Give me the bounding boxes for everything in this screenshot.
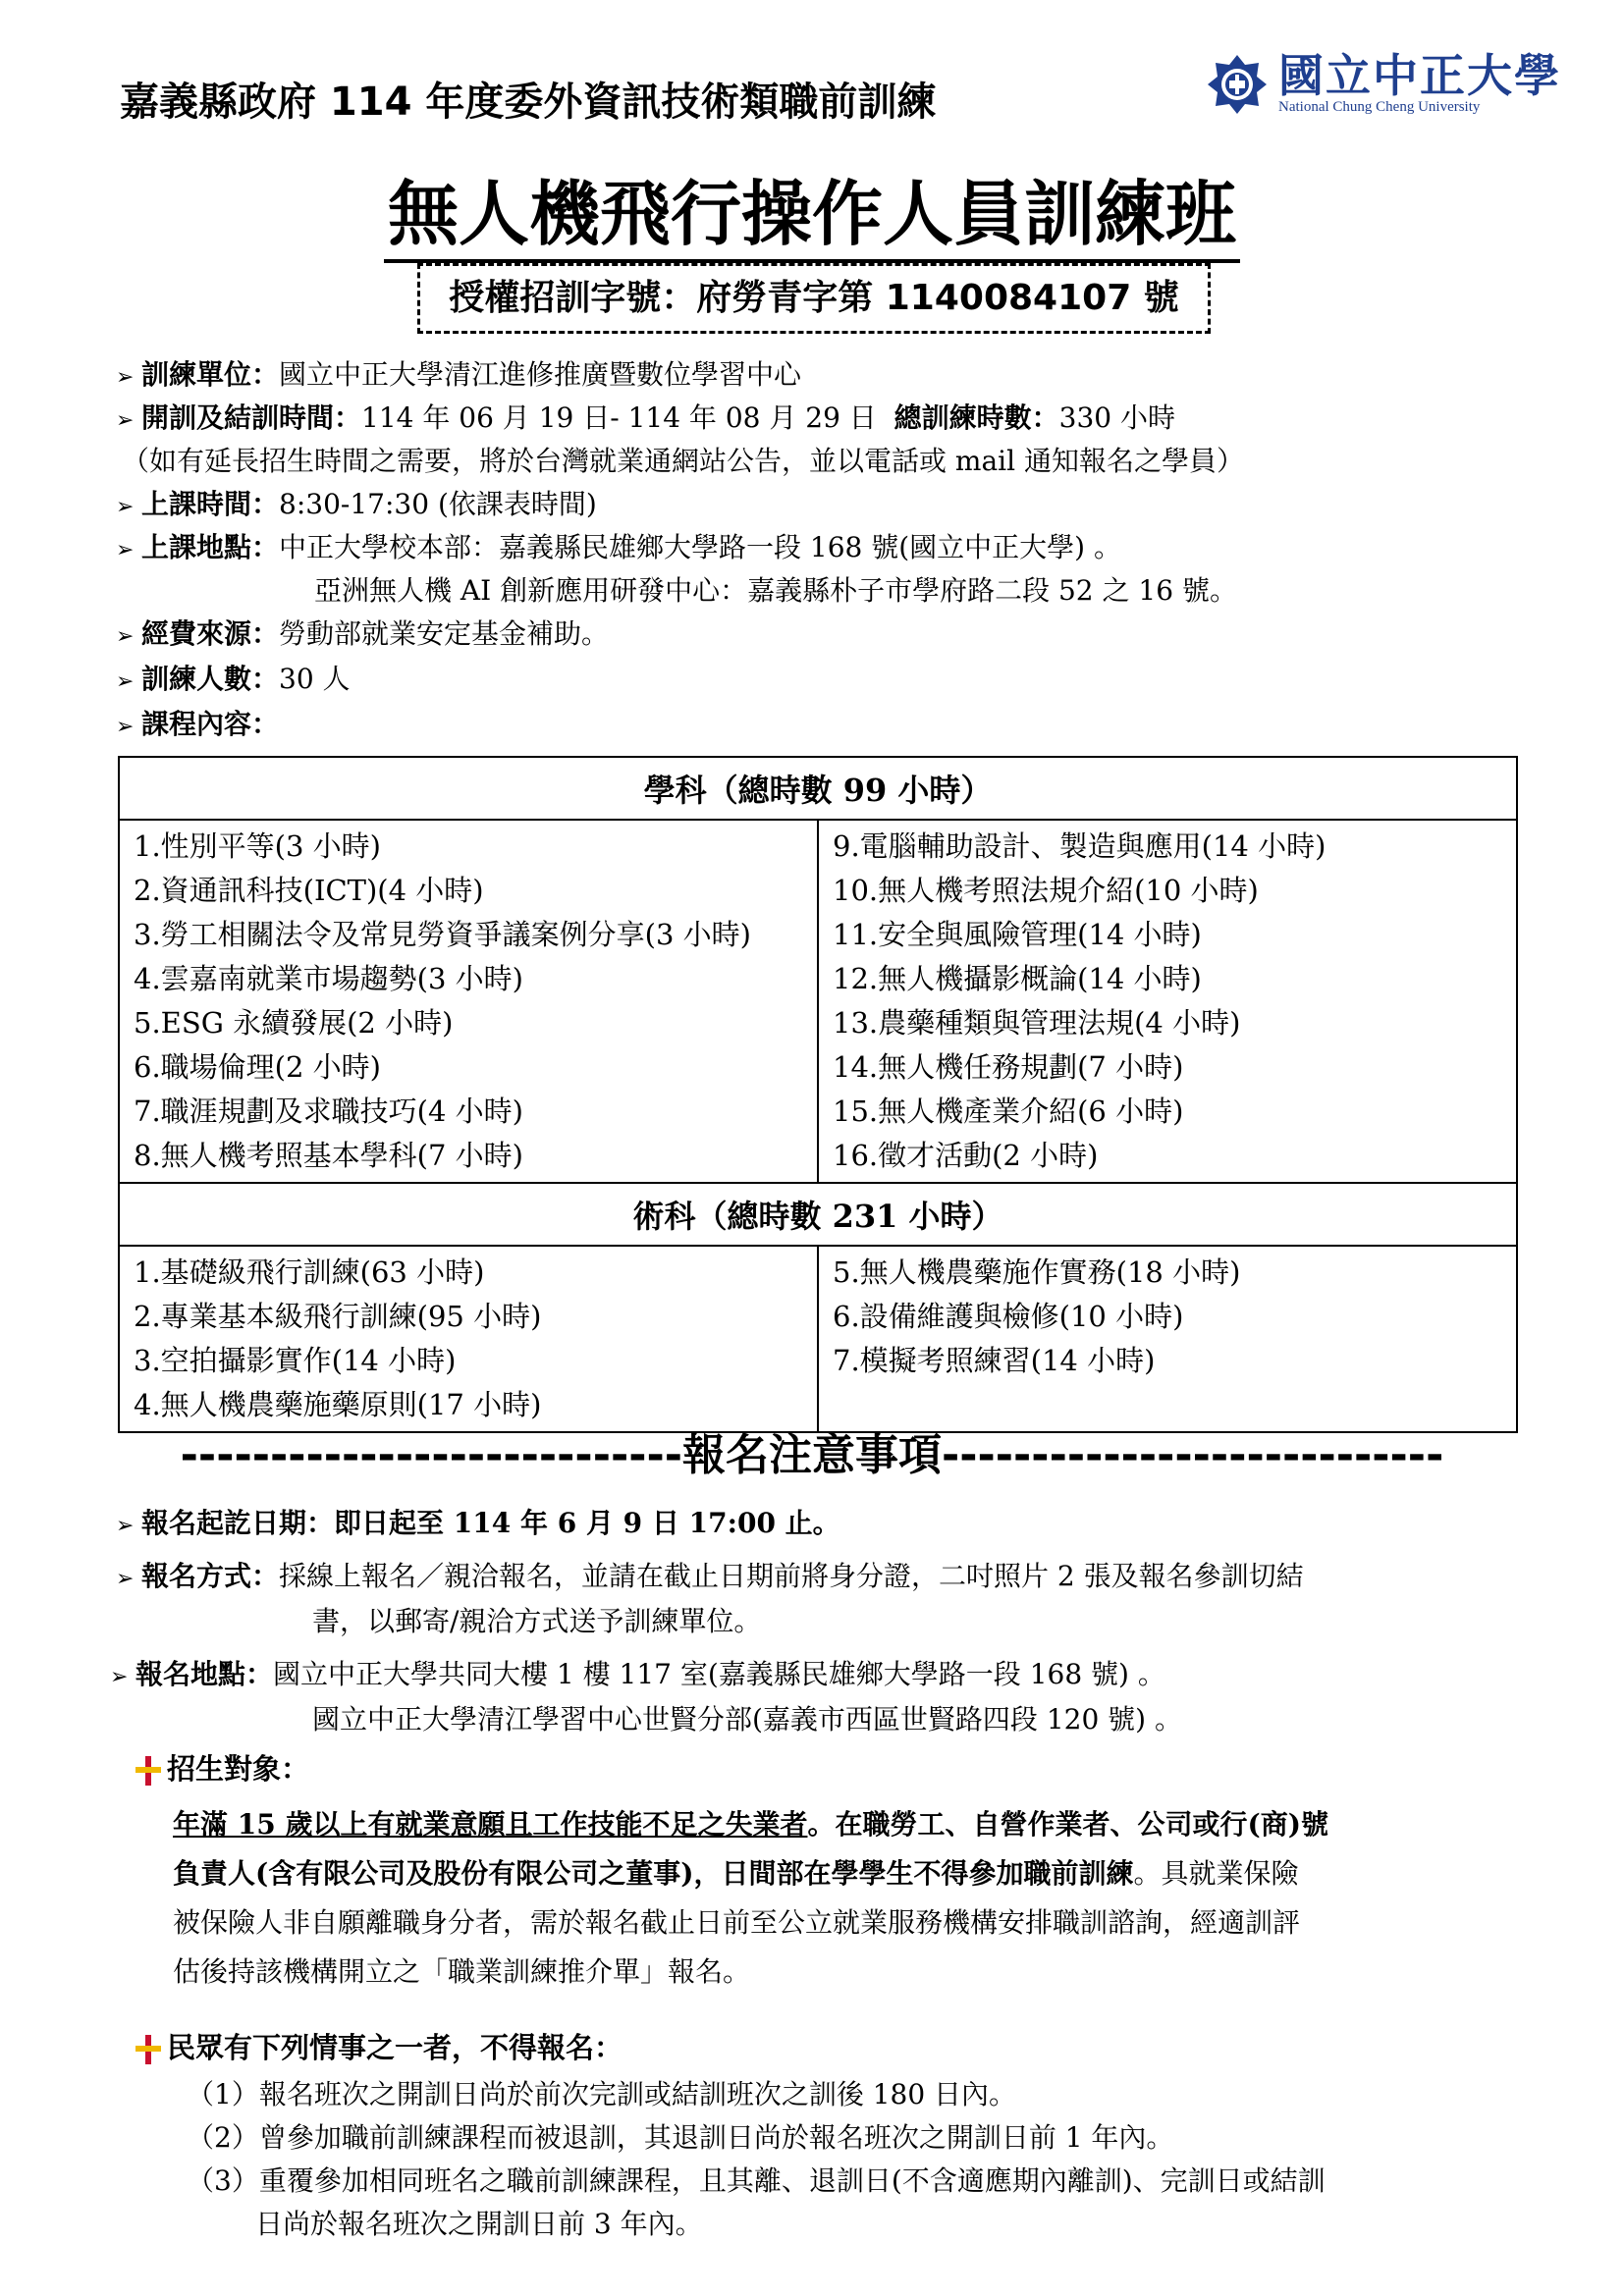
arrow-icon: ➢	[116, 408, 135, 433]
theory-right-cell	[818, 820, 1517, 1183]
arrow-icon: ➢	[116, 624, 135, 649]
eligibility-underlined: 年滿 15 歲以上有就業意願且工作技能不足之失業者	[173, 1808, 808, 1841]
course-item: 8.無人機考照基本學科(7 小時)	[134, 1139, 523, 1172]
course-item: 13.農藥種類與管理法規(4 小時)	[833, 1006, 1241, 1040]
authorization-number: 授權招訓字號：府勞青字第 1140084107 號	[417, 263, 1211, 334]
cross-bullet-icon	[135, 2035, 161, 2064]
arrow-icon: ➢	[116, 1514, 135, 1538]
location-label: 上課地點：	[141, 531, 280, 563]
course-item: 3.空拍攝影實作(14 小時)	[134, 1344, 457, 1377]
course-item: 5.無人機農藥施作實務(18 小時)	[833, 1255, 1241, 1289]
restriction-item: （1）報名班次之開訓日尚於前次完訓或結訓班次之訓後 180 日內。	[187, 2078, 1017, 2110]
info-extend-note: （如有延長招生時間之需要，將於台灣就業通網站公告，並以電話或 mail 通知報名之學員）	[122, 445, 1244, 477]
reg-period-label: 報名起訖日期：	[141, 1507, 335, 1539]
trainees-label: 訓練人數：	[141, 663, 280, 695]
eligibility-text	[173, 1800, 1518, 1997]
eligibility-bold-2: 負責人(含有限公司及股份有限公司之董事)，日間部在學學生不得參加職前訓練	[173, 1857, 1134, 1890]
registration-section-heading	[0, 1419, 1624, 1482]
theory-left-cell	[119, 820, 818, 1183]
arrow-icon: ➢	[110, 1665, 129, 1689]
info-trainees	[116, 658, 351, 704]
course-item: 6.職場倫理(2 小時)	[134, 1050, 381, 1084]
course-title: 無人機飛行操作人員訓練班	[384, 173, 1240, 263]
time-label: 上課時間：	[141, 488, 280, 520]
reg-method-value-1: 採線上報名／親洽報名，並請在截止日期前將身分證，二吋照片 2 張及報名參訓切結	[279, 1560, 1304, 1592]
period-value: 114 年 06 月 19 日- 114 年 08 月 29 日	[361, 401, 877, 434]
eligibility-label: 招生對象：	[167, 1752, 310, 1786]
info-time	[116, 483, 597, 529]
info-unit	[116, 353, 801, 400]
course-item: 11.安全與風險管理(14 小時)	[833, 918, 1202, 951]
reg-method-label: 報名方式：	[141, 1560, 280, 1592]
course-item: 4.無人機農藥施藥原則(17 小時)	[134, 1388, 542, 1421]
arrow-icon: ➢	[116, 495, 135, 519]
period-label: 開訓及結訓時間：	[141, 401, 362, 434]
trainees-value: 30 人	[279, 663, 351, 695]
funding-label: 經費來源：	[141, 617, 280, 650]
program-heading: 嘉義縣政府 114 年度委外資訊技術類職前訓練	[120, 80, 937, 125]
restriction-item: （3）重覆參加相同班名之職前訓練課程，且其離、退訓日(不含適應期內離訓)、完訓日或結訓	[187, 2164, 1326, 2197]
course-item: 1.基礎級飛行訓練(63 小時)	[134, 1255, 485, 1289]
course-item: 2.專業基本級飛行訓練(95 小時)	[134, 1300, 542, 1333]
reg-method-value-2: 書，以郵寄/親洽方式送予訓練單位。	[312, 1605, 762, 1637]
practice-right-cell	[818, 1246, 1517, 1432]
arrow-icon: ➢	[116, 365, 135, 390]
restriction-item: （2）曾參加職前訓練課程而被退訓，其退訓日尚於報名班次之開訓日前 1 年內。	[187, 2121, 1174, 2154]
reg-method	[116, 1555, 1304, 1601]
info-content	[116, 703, 279, 749]
content-label: 課程內容：	[141, 708, 280, 740]
university-emblem-icon	[1206, 53, 1269, 116]
practice-left-cell	[119, 1246, 818, 1432]
course-item: 7.模擬考照練習(14 小時)	[833, 1344, 1156, 1377]
funding-value: 勞動部就業安定基金補助。	[279, 617, 610, 650]
eligibility-heading	[135, 1747, 309, 1790]
university-logo	[1206, 49, 1561, 116]
course-item: 14.無人機任務規劃(7 小時)	[833, 1050, 1184, 1084]
info-period	[116, 397, 1175, 443]
reg-place	[110, 1653, 1165, 1699]
course-item: 9.電腦輔助設計、製造與應用(14 小時)	[833, 829, 1326, 863]
hours-label: 總訓練時數：	[893, 401, 1059, 434]
course-item: 1.性別平等(3 小時)	[134, 829, 381, 863]
eligibility-rest-1: 。具就業保險	[1133, 1857, 1299, 1890]
logo-english-name: National Chung Cheng University	[1278, 99, 1481, 115]
course-table	[118, 756, 1518, 1433]
restrictions-label: 民眾有下列情事之一者，不得報名：	[167, 2031, 623, 2064]
cross-bullet-icon	[135, 1756, 161, 1786]
info-location	[116, 526, 1121, 572]
restriction-item-continued: 日尚於報名班次之開訓日前 3 年內。	[255, 2208, 703, 2240]
reg-period-value: 即日起至 114 年 6 月 9 日 17:00 止。	[334, 1507, 840, 1539]
course-item: 6.設備維護與檢修(10 小時)	[833, 1300, 1184, 1333]
course-item: 4.雲嘉南就業市場趨勢(3 小時)	[134, 962, 523, 995]
course-item: 12.無人機攝影概論(14 小時)	[833, 962, 1202, 995]
course-item: 16.徵才活動(2 小時)	[833, 1139, 1099, 1172]
reg-place-value-2: 國立中正大學清江學習中心世賢分部(嘉義市西區世賢路四段 120 號) 。	[312, 1703, 1182, 1735]
course-item: 7.職涯規劃及求職技巧(4 小時)	[134, 1095, 523, 1128]
unit-label: 訓練單位：	[141, 358, 280, 391]
location-value-1: 中正大學校本部：嘉義縣民雄鄉大學路一段 168 號(國立中正大學) 。	[279, 531, 1122, 563]
location-value-2: 亞洲無人機 AI 創新應用研發中心：嘉義縣朴子市學府路二段 52 之 16 號。	[314, 574, 1237, 607]
time-value: 8:30-17:30 (依課表時間)	[279, 488, 597, 520]
eligibility-rest-3: 估後持該機構開立之「職業訓練推介單」報名。	[173, 1955, 751, 1988]
arrow-icon: ➢	[116, 669, 135, 694]
course-item: 5.ESG 永續發展(2 小時)	[134, 1006, 454, 1040]
theory-header: 學科（總時數 99 小時）	[119, 757, 1517, 820]
arrow-icon: ➢	[116, 715, 135, 739]
course-item: 2.資通訊科技(ICT)(4 小時)	[134, 874, 484, 907]
hours-value: 330 小時	[1058, 401, 1175, 434]
registration-title: 報名注意事項	[682, 1430, 942, 1480]
reg-place-label: 報名地點：	[135, 1658, 274, 1690]
eligibility-bold-1: 。在職勞工、自營作業者、公司或行(商)號	[807, 1808, 1328, 1841]
practice-header: 術科（總時數 231 小時）	[119, 1183, 1517, 1246]
unit-value: 國立中正大學清江進修推廣暨數位學習中心	[279, 358, 802, 391]
dash-line-left: ----------------------------	[180, 1430, 682, 1480]
course-title-wrap	[0, 157, 1624, 259]
dash-line-right: ----------------------------	[942, 1430, 1444, 1480]
reg-period	[116, 1502, 840, 1548]
restrictions-list	[187, 2073, 1326, 2246]
restrictions-heading	[135, 2026, 623, 2069]
logo-chinese-name: 國立中正大學	[1278, 49, 1561, 102]
course-item: 15.無人機產業介紹(6 小時)	[833, 1095, 1184, 1128]
arrow-icon: ➢	[116, 1567, 135, 1591]
info-funding	[116, 613, 609, 659]
course-item: 3.勞工相關法令及常見勞資爭議案例分享(3 小時)	[134, 918, 751, 951]
eligibility-rest-2: 被保險人非自願離職身分者，需於報名截止日前至公立就業服務機構安排職訓諮詢，經適訓評	[173, 1906, 1301, 1939]
course-item: 10.無人機考照法規介紹(10 小時)	[833, 874, 1259, 907]
reg-place-value-1: 國立中正大學共同大樓 1 樓 117 室(嘉義縣民雄鄉大學路一段 168 號) 。	[273, 1658, 1165, 1690]
arrow-icon: ➢	[116, 538, 135, 562]
